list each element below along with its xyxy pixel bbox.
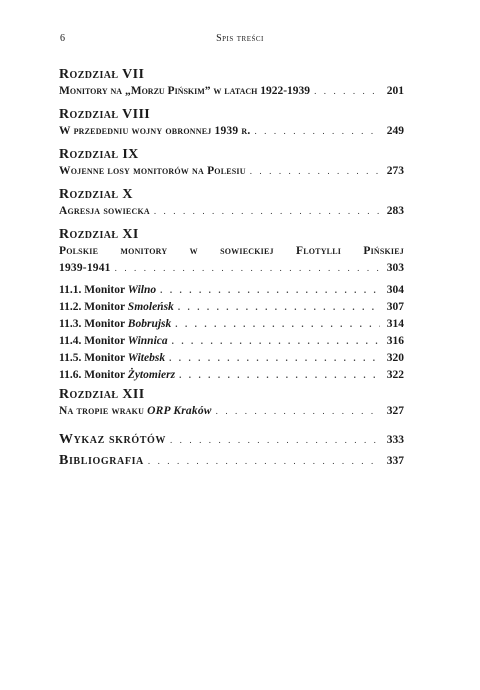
dot-leader [154,203,380,220]
dot-leader [314,83,380,100]
title-word: Pińskiej [363,245,404,257]
toc-entry[interactable] [59,203,404,220]
toc-chapter-10 [59,186,404,220]
entry-page: 327 [386,405,404,417]
entry-title-line-2: 1939-1941 [59,262,111,274]
toc-subentry[interactable] [59,350,404,367]
running-title: Spis treści [216,33,264,44]
toc-subentry[interactable] [59,316,404,333]
toc-entry[interactable] [59,403,404,420]
dot-leader [175,316,380,333]
toc-subentry[interactable] [59,299,404,316]
entry-page: 314 [386,318,404,330]
chapter-label: Rozdział VII [59,67,145,82]
toc-entry[interactable] [59,260,404,277]
subentry-number: 11.6. Monitor [59,369,125,381]
subentry-name: Bobrujsk [127,318,172,330]
entry-title: Na tropie wraku [59,405,145,417]
title-word: Polskie [59,245,99,257]
chapter-label: Rozdział IX [59,147,139,162]
dot-leader [172,333,380,350]
subentry-name: Smoleńsk [127,301,174,313]
entry-title: W przededniu wojny obronnej 1939 r. [59,125,251,137]
entry-page: 273 [386,165,404,177]
toc-chapter-11 [59,226,404,384]
toc-chapter-12 [59,386,404,420]
chapter-label: Rozdział XI [59,227,139,242]
entry-title: Wojenne losy monitorów na Polesiu [59,165,246,177]
entry-title: Agresja sowiecka [59,205,150,217]
dot-leader [148,451,380,471]
dot-leader [179,367,380,384]
subentry-name: Wilno [127,284,157,296]
title-word: Flotylli [295,245,342,257]
dot-leader [216,403,380,420]
entry-title-line-1[interactable] [59,243,404,260]
toc-subentry[interactable] [59,282,404,299]
subentry-number: 11.5. Monitor [59,352,125,364]
entry-page: 337 [386,455,404,467]
chapter-label: Rozdział XII [59,387,145,402]
page-header [0,33,480,49]
entry-page: 283 [386,205,404,217]
toc-subentry[interactable] [59,367,404,384]
toc-chapter-7 [59,66,404,100]
subentry-name: Żytomierz [127,369,176,381]
dot-leader [115,260,380,277]
toc-entry-bibliography[interactable] [59,451,404,471]
dot-leader [160,282,380,299]
entry-page: 303 [386,262,404,274]
entry-page: 307 [386,301,404,313]
entry-title: Bibliografia [59,453,144,468]
entry-page: 333 [386,434,404,446]
entry-page: 304 [386,284,404,296]
subentry-name: Witebsk [127,352,166,364]
subentry-number: 11.2. Monitor [59,301,125,313]
toc-entry-abbreviations[interactable] [59,430,404,450]
entry-page: 201 [386,85,404,97]
entry-title: Monitory na „Morzu Pińskim” w latach 1922-1939 [59,85,311,97]
title-word: sowieckiej [220,245,274,257]
entry-page: 316 [386,335,404,347]
entry-title-italic: ORP Kraków [147,405,212,417]
toc-chapter-9 [59,146,404,180]
entry-title: Wykaz skrótów [59,432,166,447]
dot-leader [178,299,380,316]
subentry-number: 11.3. Monitor [59,318,125,330]
subentry-number: 11.4. Monitor [59,335,125,347]
dot-leader [169,350,380,367]
title-word: monitory [120,245,168,257]
entry-page: 320 [386,352,404,364]
toc-entry[interactable] [59,123,404,140]
toc-entry[interactable] [59,83,404,100]
chapter-label: Rozdział VIII [59,107,151,122]
chapter-label: Rozdział X [59,187,133,202]
entry-page: 249 [386,125,404,137]
table-of-contents [59,66,404,471]
toc-subentry[interactable] [59,333,404,350]
page-number: 6 [60,33,65,44]
entry-page: 322 [386,369,404,381]
subentry-name: Winnica [127,335,168,347]
toc-entry[interactable] [59,163,404,180]
subentry-number: 11.1. Monitor [59,284,125,296]
title-word: w [189,245,198,257]
toc-chapter-8 [59,106,404,140]
dot-leader [250,163,380,180]
dot-leader [254,123,380,140]
dot-leader [170,430,380,450]
